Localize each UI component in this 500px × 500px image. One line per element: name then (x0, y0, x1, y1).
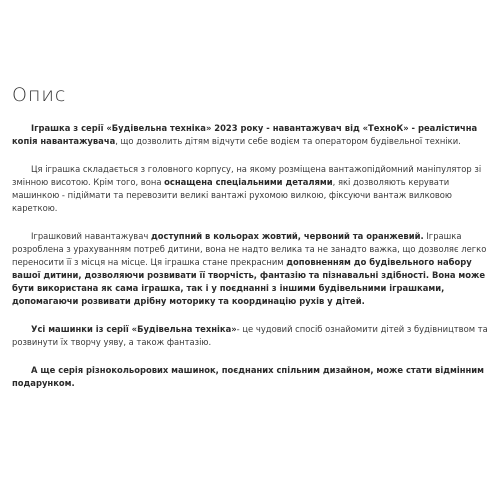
paragraph-3-bold-1: доступний в кольорах жовтий, червоний та оранжевий. (151, 231, 424, 241)
paragraph-1-bold-1: Іграшка з серії «Будівельна техніка» 2023 року - навантажувач від «ТехноК» - реалістична копія навантажувача (12, 123, 478, 146)
paragraph-2-text-2: , які дозволяють керувати машинкою - підіймати та перевозити великі вантажі рухомою вилкою, фіксуючи вантаж вилковою кареткою. (12, 177, 452, 213)
description-body (12, 122, 488, 405)
description-paragraph-4 (12, 323, 488, 349)
paragraph-4-bold-1: Усі машинки із серії «Будівельна техніка» (31, 324, 237, 334)
paragraph-2-text-1: Ця іграшка складається з головного корпусу, на якому розміщена вантажопідйомний маніпулятор зі змінною висотою. Крім того, вона (12, 164, 482, 187)
paragraph-1-text-1: , що дозволить дітям відчути себе водієм та оператором будівельної техніки. (115, 136, 461, 146)
description-heading: Опис (12, 84, 67, 106)
paragraph-5-bold-1: А ще серія різнокольорових машинок, поєднаних спільним дизайном, може стати відмінним подарунком. (12, 365, 484, 388)
paragraph-3-bold-2: доповненням до будівельного набору вашої дитини, дозволяючи розвивати її творчість, фантазію та пізнавальні здібності. Вона може бути використана як сама іграшка, так і у поєднанні з іншими будівельними іграшками, допомагаючи розвивати дрібну моторику та координацію рухів у дітей. (12, 257, 486, 306)
paragraph-2-bold-1: оснащена спеціальними деталями (164, 177, 333, 187)
description-paragraph-5 (12, 364, 488, 390)
paragraph-3-text-2: Іграшка розроблена з урахуванням потреб дитини, вона не надто велика та не занадто важка, що дозволяє легко переносити її з місця на місце. Ця іграшка стане прекрасним (12, 231, 487, 267)
description-paragraph-2 (12, 163, 488, 215)
description-paragraph-1 (12, 122, 488, 148)
paragraph-3-text-1: Іграшковий навантажувач (31, 231, 151, 241)
description-paragraph-3 (12, 230, 488, 308)
paragraph-4-text-1: - це чудовий спосіб ознайомити дітей з будівництвом та розвинути їх творчу уяву, а також фантазію. (12, 324, 488, 347)
